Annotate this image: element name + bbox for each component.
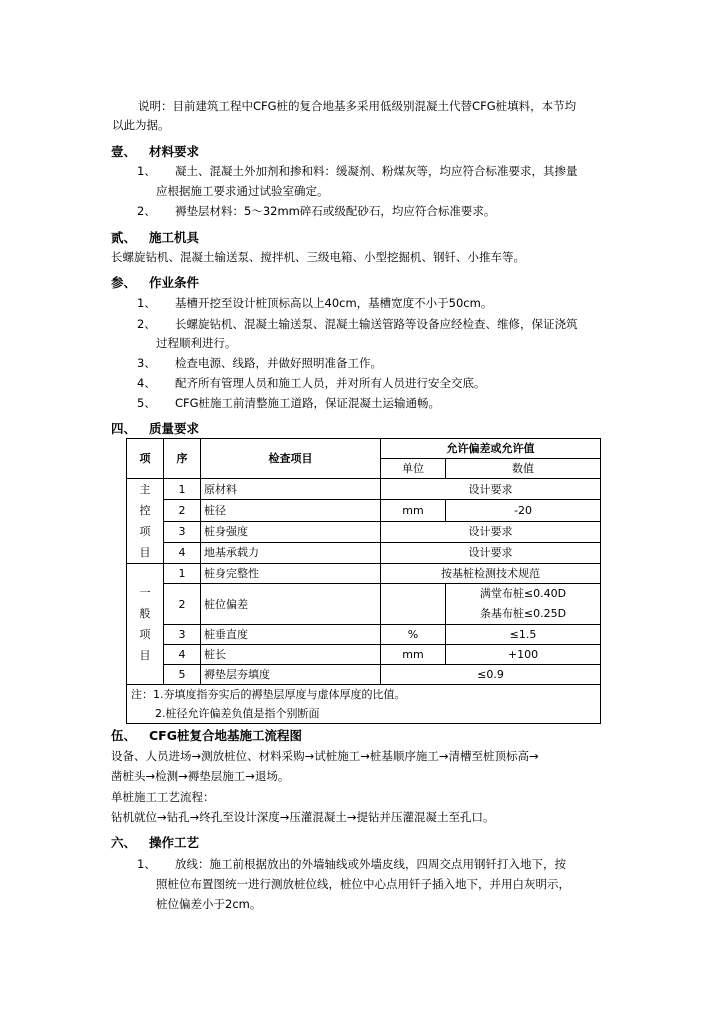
section-5-line-1: 设备、人员进场→测放桩位、材料采购→试桩施工→桩基顺序施工→清槽至桩顶标高→ — [111, 749, 539, 763]
row-unit: % — [381, 625, 446, 645]
group-char: 目 — [139, 546, 151, 559]
row-seq: 5 — [164, 665, 201, 685]
section-3-item-3 — [137, 356, 382, 371]
section-5-line-2: 凿桩头→检测→褥垫层施工→退场。 — [111, 769, 290, 783]
group-char: 一 — [139, 586, 151, 599]
row-name: 桩位偏差 — [201, 584, 381, 625]
group-char: 项 — [139, 525, 151, 538]
header-allow: 允许偏差或允许值 — [381, 439, 601, 459]
section-5-line-3: 单桩施工工艺流程： — [111, 790, 215, 804]
row-name: 桩径 — [201, 500, 381, 521]
section-1-item-1 — [137, 164, 578, 179]
section-3-heading — [111, 275, 199, 291]
section-4-number: 四、 — [111, 421, 137, 436]
table-row — [127, 625, 601, 645]
section-3-title: 作业条件 — [149, 275, 200, 290]
item-text: 长螺旋钻机、混凝土输送泵、混凝土输送管路等设备应经检查、维修，保证浇筑 — [175, 317, 578, 331]
section-5-number: 伍、 — [111, 728, 137, 743]
section-1-number: 壹、 — [111, 144, 137, 159]
section-1-item-1-cont: 应根据施工要求通过试验室确定。 — [156, 184, 329, 198]
item-text: 放线：施工前根据放出的外墙轴线或外墙皮线，四周交点用钢钎打入地下，按 — [175, 857, 566, 871]
header-seq: 序 — [164, 439, 201, 479]
header-unit: 单位 — [381, 459, 446, 479]
row-value: 设计要求 — [381, 479, 601, 500]
section-2-text: 长螺旋钻机、混凝土输送泵、搅拌机、三级电箱、小型挖掘机、钢钎、小推车等。 — [111, 250, 525, 264]
table-header-row — [127, 439, 601, 459]
row-seq: 3 — [164, 625, 201, 645]
section-1-heading — [111, 144, 199, 160]
row-name: 褥垫层夯填度 — [201, 665, 381, 685]
row-value: 满堂布桩≤0.40D — [479, 587, 567, 600]
item-number: 4、 — [137, 376, 156, 390]
row-name: 桩身强度 — [201, 521, 381, 542]
row-seq: 2 — [164, 500, 201, 521]
table-row — [127, 542, 601, 563]
section-2-title: 施工机具 — [149, 230, 200, 245]
table-row — [127, 564, 601, 584]
group-char: 控 — [139, 504, 151, 517]
section-5-line-4: 钻机就位→钻孔→终孔至设计深度→压灌混凝土→提钻并压灌混凝土至孔口。 — [111, 810, 495, 824]
item-text: 基槽开挖至设计桩顶标高以上40cm，基槽宽度不小于50cm。 — [175, 296, 493, 310]
row-value-2: 条基布桩≤0.25D — [479, 607, 567, 620]
group-char: 目 — [139, 649, 151, 662]
item-text: 配齐所有管理人员和施工人员，并对所有人员进行安全交底。 — [175, 376, 486, 390]
row-value: -20 — [446, 500, 601, 521]
section-6-title: 操作工艺 — [149, 835, 200, 850]
item-number: 2、 — [137, 317, 156, 331]
section-4-title: 质量要求 — [149, 421, 200, 436]
item-text: 凝土、混凝土外加剂和掺和料：缓凝剂、粉煤灰等，均应符合标准要求，其掺量 — [175, 164, 578, 178]
row-value: ≤0.9 — [381, 665, 601, 685]
header-item: 项 — [127, 439, 164, 479]
row-name: 地基承载力 — [201, 542, 381, 563]
table-note-1: 注：1.夯填度指夯实后的褥垫层厚度与虚体厚度的比值。 — [131, 688, 406, 701]
row-name: 桩长 — [201, 645, 381, 665]
item-number: 1、 — [137, 857, 156, 871]
table-row — [127, 584, 601, 625]
row-unit: mm — [381, 500, 446, 521]
row-seq: 4 — [164, 542, 201, 563]
section-6-number: 六、 — [111, 835, 137, 850]
table-row — [127, 500, 601, 521]
item-text: 检查电源、线路，并做好照明准备工作。 — [175, 356, 382, 370]
header-check: 检查项目 — [201, 439, 381, 479]
intro-line-2: 以此为据。 — [112, 118, 170, 132]
section-6-item-1-cont-2: 桩位偏差小于2cm。 — [156, 897, 262, 911]
row-seq: 1 — [164, 564, 201, 584]
section-3-number: 参、 — [111, 275, 137, 290]
section-3-item-2-cont: 过程顺利进行。 — [156, 336, 237, 350]
header-value: 数值 — [446, 459, 601, 479]
section-5-title: CFG桩复合地基施工流程图 — [149, 728, 302, 743]
row-name: 原材料 — [201, 479, 381, 500]
row-value-multi — [446, 584, 601, 625]
group-char: 般 — [139, 607, 151, 620]
row-value: 设计要求 — [381, 542, 601, 563]
row-value: +100 — [446, 645, 601, 665]
quality-table — [126, 438, 601, 724]
table-note-row — [127, 685, 601, 724]
section-1-title: 材料要求 — [149, 144, 200, 159]
section-3-item-2 — [137, 317, 578, 332]
row-value: 按基桩检测技术规范 — [381, 564, 601, 584]
row-value: 设计要求 — [381, 521, 601, 542]
item-number: 5、 — [137, 396, 156, 410]
group-main-label — [127, 479, 164, 564]
group-general-label — [127, 564, 164, 685]
section-2-heading — [111, 230, 199, 246]
row-seq: 4 — [164, 645, 201, 665]
intro-line-1: 说明：目前建筑工程中CFG桩的复合地基多采用低级别混凝土代替CFG桩填料，本节均 — [138, 99, 577, 113]
item-number: 1、 — [137, 296, 156, 310]
section-3-item-1 — [137, 296, 492, 311]
row-name: 桩身完整性 — [201, 564, 381, 584]
row-name: 桩垂直度 — [201, 625, 381, 645]
section-6-item-1-cont-1: 照桩位布置图统一进行测放桩位线，桩位中心点用钎子插入地下，并用白灰明示， — [156, 877, 570, 891]
table-row — [127, 665, 601, 685]
row-value: ≤1.5 — [446, 625, 601, 645]
row-seq: 3 — [164, 521, 201, 542]
table-row — [127, 521, 601, 542]
group-char: 项 — [139, 628, 151, 641]
table-row — [127, 479, 601, 500]
item-number: 2、 — [137, 204, 156, 218]
item-text: 褥垫层材料：5～32mm碎石或级配砂石，均应符合标准要求。 — [175, 204, 496, 218]
section-3-item-4 — [137, 376, 486, 391]
row-seq: 2 — [164, 584, 201, 625]
group-char: 主 — [139, 483, 151, 496]
section-2-number: 贰、 — [111, 230, 137, 245]
section-6-item-1 — [137, 857, 566, 872]
section-6-heading — [111, 835, 199, 851]
section-3-item-5 — [137, 396, 440, 411]
table-note-2: 2.桩径允许偏差负值是指个别断面 — [155, 707, 320, 720]
table-note — [127, 685, 601, 724]
table-row — [127, 645, 601, 665]
section-5-heading — [111, 728, 302, 744]
section-1-item-2 — [137, 204, 495, 219]
item-number: 3、 — [137, 356, 156, 370]
row-seq: 1 — [164, 479, 201, 500]
section-4-heading — [111, 421, 199, 437]
item-number: 1、 — [137, 164, 156, 178]
item-text: CFG桩施工前清整施工道路，保证混凝土运输通畅。 — [175, 396, 441, 410]
row-unit: mm — [381, 645, 446, 665]
row-unit — [381, 584, 446, 625]
